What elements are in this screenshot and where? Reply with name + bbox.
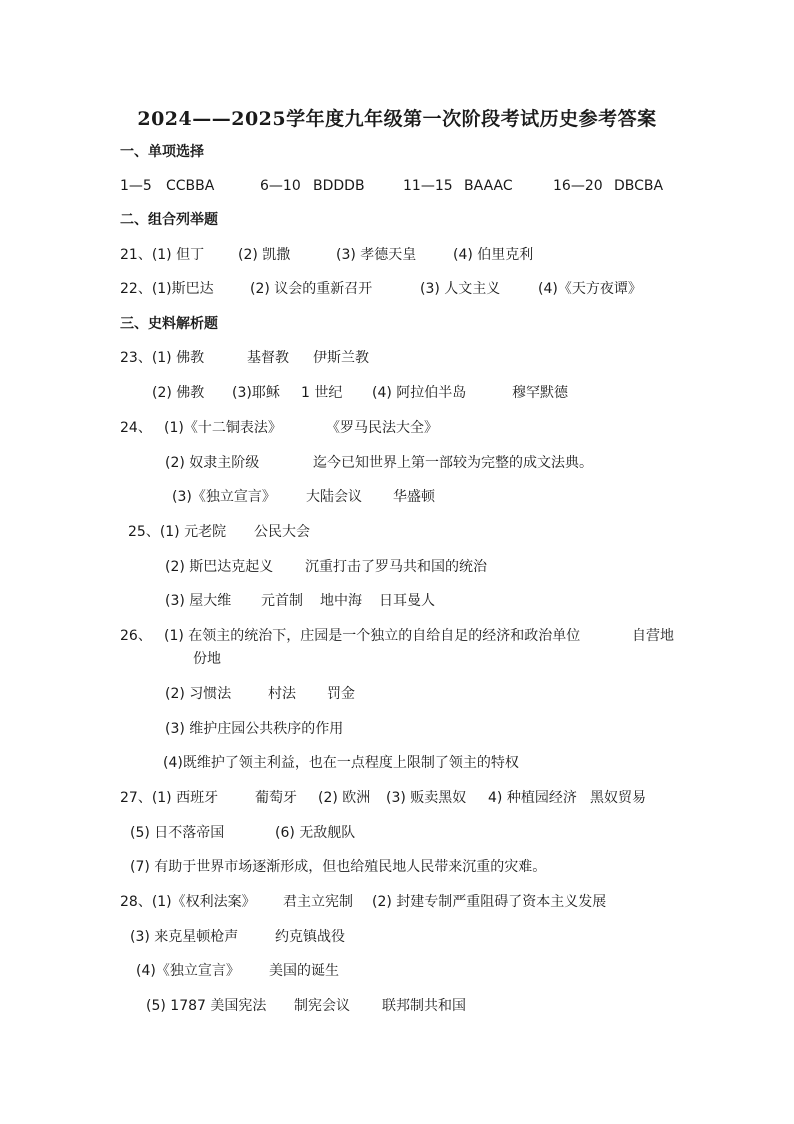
q24-l1-part-2: (1)《十二铜表法》: [164, 420, 282, 436]
q24-l2-part-1: (2) 奴隶主阶级: [165, 455, 260, 471]
mcq-answer-4: DBCBA: [614, 178, 664, 194]
q25-l3-part-3: 地中海: [320, 593, 362, 609]
q24-l1-part-3: 《罗马民法大全》: [326, 420, 438, 436]
q25-l2-part-2: 沉重打击了罗马共和国的统治: [305, 559, 487, 575]
q21-part-1: 21、(1) 但丁: [120, 247, 205, 263]
q25-l2-part-1: (2) 斯巴达克起义: [165, 559, 274, 575]
q23-l2-part-2: (3)耶稣: [232, 385, 280, 401]
q27-l1-part-6: 黑奴贸易: [590, 790, 646, 806]
q22-part-2: (2) 议会的重新召开: [250, 281, 373, 297]
q26-l2-part-3: 罚金: [327, 686, 355, 702]
q21-part-4: (4) 伯里克利: [453, 247, 534, 263]
q24-l1-part-1: 24、: [120, 420, 152, 436]
section-heading-source-analysis: 三、史料解析题: [120, 316, 218, 332]
mcq-answer-3: BAAAC: [464, 178, 513, 194]
q25-l1-part-1: 25、(1) 元老院: [128, 524, 227, 540]
q23-l1-part-3: 伊斯兰教: [313, 350, 369, 366]
q27-l1-part-3: (2) 欧洲: [318, 790, 371, 806]
q22-part-3: (3) 人文主义: [420, 281, 501, 297]
answer-q26-line1-cont: 份地: [193, 651, 221, 667]
q24-l3-part-2: 大陆会议: [306, 489, 362, 505]
q24-l3-part-1: (3)《独立宣言》: [172, 489, 276, 505]
q22-part-4: (4)《天方夜谭》: [538, 281, 642, 297]
answer-q26-line3: (3) 维护庄园公共秩序的作用: [165, 721, 344, 737]
q27-l1-part-1: 27、(1) 西班牙: [120, 790, 219, 806]
mcq-answer-1: CCBBA: [166, 178, 215, 194]
q23-l2-part-3: 1 世纪: [301, 385, 343, 401]
section-heading-combination: 二、组合列举题: [120, 212, 218, 228]
q27-l1-part-2: 葡萄牙: [255, 790, 297, 806]
mcq-range-1: 1—5: [120, 178, 152, 194]
q28-l3-part-2: 美国的诞生: [269, 963, 339, 979]
q27-l1-part-5: 4) 种植园经济: [488, 790, 577, 806]
q27-l2-part-1: (5) 日不落帝国: [130, 825, 225, 841]
q23-l2-part-5: 穆罕默德: [512, 385, 568, 401]
q26-l1-part-1: 26、: [120, 628, 152, 644]
q28-l1-part-2: 君主立宪制: [283, 894, 353, 910]
q21-part-2: (2) 凯撒: [238, 247, 291, 263]
q25-l1-part-2: 公民大会: [254, 524, 310, 540]
q28-l3-part-1: (4)《独立宣言》: [136, 963, 240, 979]
q26-l1-part-3: 自营地: [632, 628, 674, 644]
q23-l2-part-4: (4) 阿拉伯半岛: [372, 385, 467, 401]
q26-l2-part-2: 村法: [268, 686, 296, 702]
q25-l3-part-4: 日耳曼人: [379, 593, 435, 609]
q28-l1-part-3: (2) 封建专制严重阻碍了资本主义发展: [372, 894, 607, 910]
q21-part-3: (3) 孝德天皇: [336, 247, 417, 263]
page-title: 2024——2025学年度九年级第一次阶段考试历史参考答案: [137, 108, 657, 130]
answer-q26-line4: (4)既维护了领主利益，也在一点程度上限制了领主的特权: [163, 755, 519, 771]
q23-l1-part-1: 23、(1) 佛教: [120, 350, 205, 366]
q26-l1-part-2: (1) 在领主的统治下，庄园是一个独立的自给自足的经济和政治单位: [164, 628, 581, 644]
section-heading-single-choice: 一、单项选择: [120, 144, 204, 160]
q23-l2-part-1: (2) 佛教: [152, 385, 205, 401]
q28-l4-part-1: (5) 1787 美国宪法: [146, 998, 267, 1014]
q25-l3-part-1: (3) 屋大维: [165, 593, 232, 609]
q28-l4-part-3: 联邦制共和国: [382, 998, 466, 1014]
mcq-range-2: 6—10: [260, 178, 301, 194]
mcq-answer-2: BDDDB: [313, 178, 365, 194]
q28-l4-part-2: 制宪会议: [294, 998, 350, 1014]
answer-q27-line3: (7) 有助于世界市场逐渐形成，但也给殖民地人民带来沉重的灾难。: [130, 859, 547, 875]
q28-l1-part-1: 28、(1)《权利法案》: [120, 894, 256, 910]
mcq-range-3: 11—15: [403, 178, 453, 194]
q27-l2-part-2: (6) 无敌舰队: [275, 825, 356, 841]
q24-l2-part-2: 迄今已知世界上第一部较为完整的成文法典。: [313, 455, 593, 471]
q23-l1-part-2: 基督教: [247, 350, 289, 366]
mcq-range-4: 16—20: [553, 178, 603, 194]
q26-l2-part-1: (2) 习惯法: [165, 686, 232, 702]
q22-part-1: 22、(1)斯巴达: [120, 281, 214, 297]
q28-l2-part-2: 约克镇战役: [275, 929, 345, 945]
q24-l3-part-3: 华盛顿: [393, 489, 435, 505]
q28-l2-part-1: (3) 来克星顿枪声: [130, 929, 239, 945]
q25-l3-part-2: 元首制: [261, 593, 303, 609]
q27-l1-part-4: (3) 贩卖黑奴: [386, 790, 467, 806]
